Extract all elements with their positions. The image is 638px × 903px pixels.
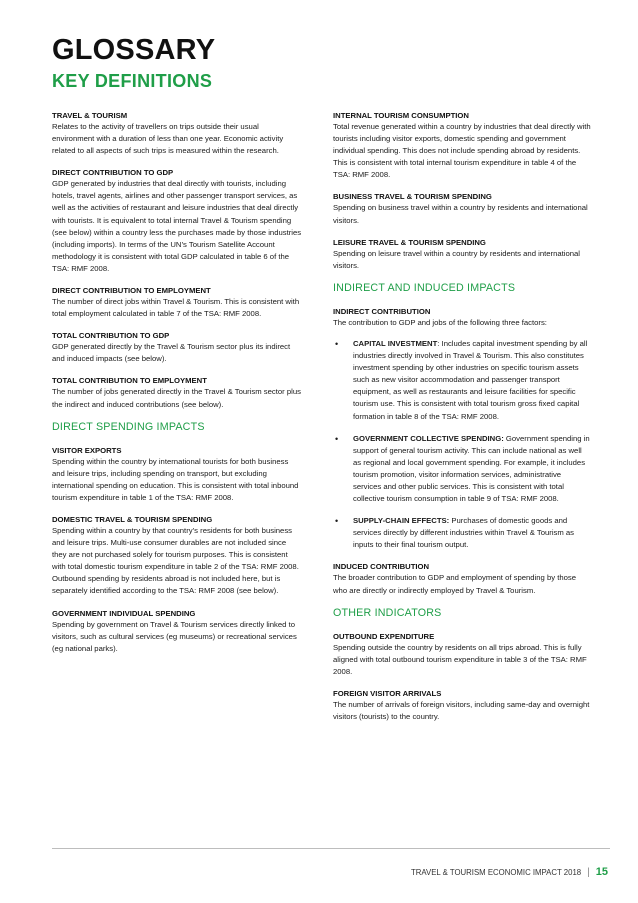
bullet-dot-icon: •	[335, 338, 339, 349]
entry-definition: Total revenue generated within a country by industries that deal directly with tourists including visitor exports, domestic spending and government individual spending. This does not include spending abroad by residents. This is consistent with total internal tourism expenditure in table 4 of the TSA: RMF 2008.	[333, 122, 591, 180]
entry-term: OUTBOUND EXPENDITURE	[333, 631, 435, 641]
bullet-lead: SUPPLY-CHAIN EFFECTS:	[353, 516, 450, 526]
footer-divider	[52, 848, 610, 849]
glossary-entry	[52, 375, 302, 410]
section-heading-direct-spending: DIRECT SPENDING IMPACTS	[52, 420, 205, 433]
bullet-dot-icon: •	[335, 433, 339, 444]
bullet-list	[333, 338, 591, 552]
glossary-entry	[52, 285, 302, 320]
glossary-entry	[333, 631, 591, 678]
glossary-entry	[52, 167, 302, 275]
page-title: GLOSSARY	[52, 34, 216, 66]
entry-definition: The number of direct jobs within Travel & Tourism. This is consistent with total employment calculated in table 7 of the TSA: RMF 2008.	[52, 297, 300, 319]
entry-term: DIRECT CONTRIBUTION TO EMPLOYMENT	[52, 286, 211, 296]
section-heading-other-indicators: OTHER INDICATORS	[333, 606, 442, 619]
entry-definition: The number of arrivals of foreign visitors, including same-day and overnight visitors (tourists) to the country.	[333, 699, 590, 721]
entry-term: LEISURE TRAVEL & TOURISM SPENDING	[333, 237, 486, 247]
entry-definition: Spending outside the country by residents on all trips abroad. This is fully aligned with total outbound tourism expenditure in table 3 of the TSA: RMF 2008.	[333, 642, 587, 676]
glossary-entry	[52, 330, 302, 365]
entry-definition: Relates to the activity of travellers on trips outside their usual environment with a duration of less than one year. Economic activity related to all aspects of such trips is measured within the research.	[52, 122, 284, 156]
glossary-entry	[333, 688, 591, 723]
entry-definition: Spending on leisure travel within a country by residents and international visitors.	[333, 248, 581, 270]
entry-term: INDUCED CONTRIBUTION	[333, 562, 430, 572]
entry-definition: Spending within a country by that country’s residents for both business and leisure trips. Multi-use consumer durables are not included since they are not purchased solely for tourism purposes. This is consistent with total domestic tourism expenditure in table 2 of the TSA: RMF 2008. Outbound spending by residents abroad is not included here, but is separately identified according to the TSA: RMF 2008 (see below).	[52, 525, 299, 596]
entry-term: TOTAL CONTRIBUTION TO GDP	[52, 331, 170, 341]
entry-term: VISITOR EXPORTS	[52, 445, 122, 455]
glossary-entry	[52, 110, 302, 157]
glossary-entry	[333, 561, 591, 596]
entry-definition: Spending by government on Travel & Tourism services directly linked to visitors, such as cultural services (eg museums) or recreational services (eg national parks).	[52, 619, 297, 653]
left-column	[52, 110, 302, 665]
page-footer	[411, 866, 608, 878]
glossary-entry	[52, 514, 302, 598]
glossary-entry	[333, 306, 591, 552]
bullet-text: Government spending in support of general tourism activity. This can include national as well as regional and local government spending. For example, it includes tourism promotion, visitor information services, administrative services and other public services. This is consistent with total collective tourism consumption in table 9 of TSA: RMF 2008.	[353, 433, 590, 504]
entry-term: TRAVEL & TOURISM	[52, 111, 128, 120]
entry-term: GOVERNMENT INDIVIDUAL SPENDING	[52, 608, 196, 618]
entry-definition: GDP generated directly by the Travel & Tourism sector plus its indirect and induced impacts (see below).	[52, 342, 291, 364]
bullet-item	[333, 433, 591, 506]
right-column	[333, 110, 591, 733]
entry-definition: GDP generated by industries that deal directly with tourists, including hotels, travel agents, airlines and other passenger transport services, as well as the activities of restaurant and leisure industries that deal directly with tourists. It is equivalent to total internal Travel & Tourism spending (see below) within a country less the purchases made by those industries (including imports). In terms of the UN’s Tourism Satellite Account methodology it is consistent with total GDP calculated in table 6 of the TSA: RMF 2008.	[52, 179, 302, 273]
section-heading-indirect-induced: INDIRECT AND INDUCED IMPACTS	[333, 281, 516, 294]
glossary-entry	[52, 445, 302, 504]
bullet-text: : Includes capital investment spending by all industries directly involved in Travel & Tourism. This also constitutes investment spending by other industries on specific tourism assets such as new visitor accommodation and passenger transport equipment, as well as restaurants and leisure facilities for specific tourism use. This is consistent with total tourism gross fixed capital formation in table 8 of the TSA: RMF 2008.	[353, 338, 588, 421]
glossary-entry	[333, 110, 591, 181]
entry-definition: Spending on business travel within a country by residents and international visitors.	[333, 203, 588, 225]
entry-term: FOREIGN VISITOR ARRIVALS	[333, 688, 442, 698]
entry-definition: Spending within the country by international tourists for both business and leisure trips, including spending on transport, but excluding international spending on education. This is consistent with total inbound tourism expenditure in table 1 of the TSA: RMF 2008.	[52, 456, 299, 502]
entry-definition: The number of jobs generated directly in the Travel & Tourism sector plus the indirect and induced contributions (see below).	[52, 387, 301, 409]
footer-text: TRAVEL & TOURISM ECONOMIC IMPACT 2018	[411, 867, 582, 877]
entry-term: TOTAL CONTRIBUTION TO EMPLOYMENT	[52, 376, 207, 386]
entry-term: BUSINESS TRAVEL & TOURISM SPENDING	[333, 192, 492, 202]
glossary-entry	[333, 237, 591, 272]
entry-term: DOMESTIC TRAVEL & TOURISM SPENDING	[52, 514, 213, 524]
glossary-entry	[333, 191, 591, 226]
bullet-dot-icon: •	[335, 516, 339, 527]
entry-term: INDIRECT CONTRIBUTION	[333, 306, 431, 316]
bullet-text: Purchases of domestic goods and services directly by different industries within Travel & Tourism as inputs to their final tourism output.	[353, 516, 575, 550]
footer-separator: |	[587, 866, 590, 878]
page-number: 15	[595, 866, 608, 878]
bullet-item	[333, 515, 591, 551]
entry-definition: The broader contribution to GDP and employment of spending by those who are directly or indirectly employed by Travel & Tourism.	[333, 573, 577, 595]
glossary-entry	[52, 608, 302, 655]
bullet-lead: CAPITAL INVESTMENT	[353, 338, 438, 348]
entry-term: INTERNAL TOURISM CONSUMPTION	[333, 111, 469, 120]
entry-term: DIRECT CONTRIBUTION TO GDP	[52, 168, 174, 178]
entry-definition: The contribution to GDP and jobs of the following three factors:	[333, 317, 547, 327]
bullet-lead: GOVERNMENT COLLECTIVE SPENDING:	[353, 433, 504, 443]
bullet-item	[333, 338, 591, 423]
page-subtitle: KEY DEFINITIONS	[52, 71, 213, 91]
